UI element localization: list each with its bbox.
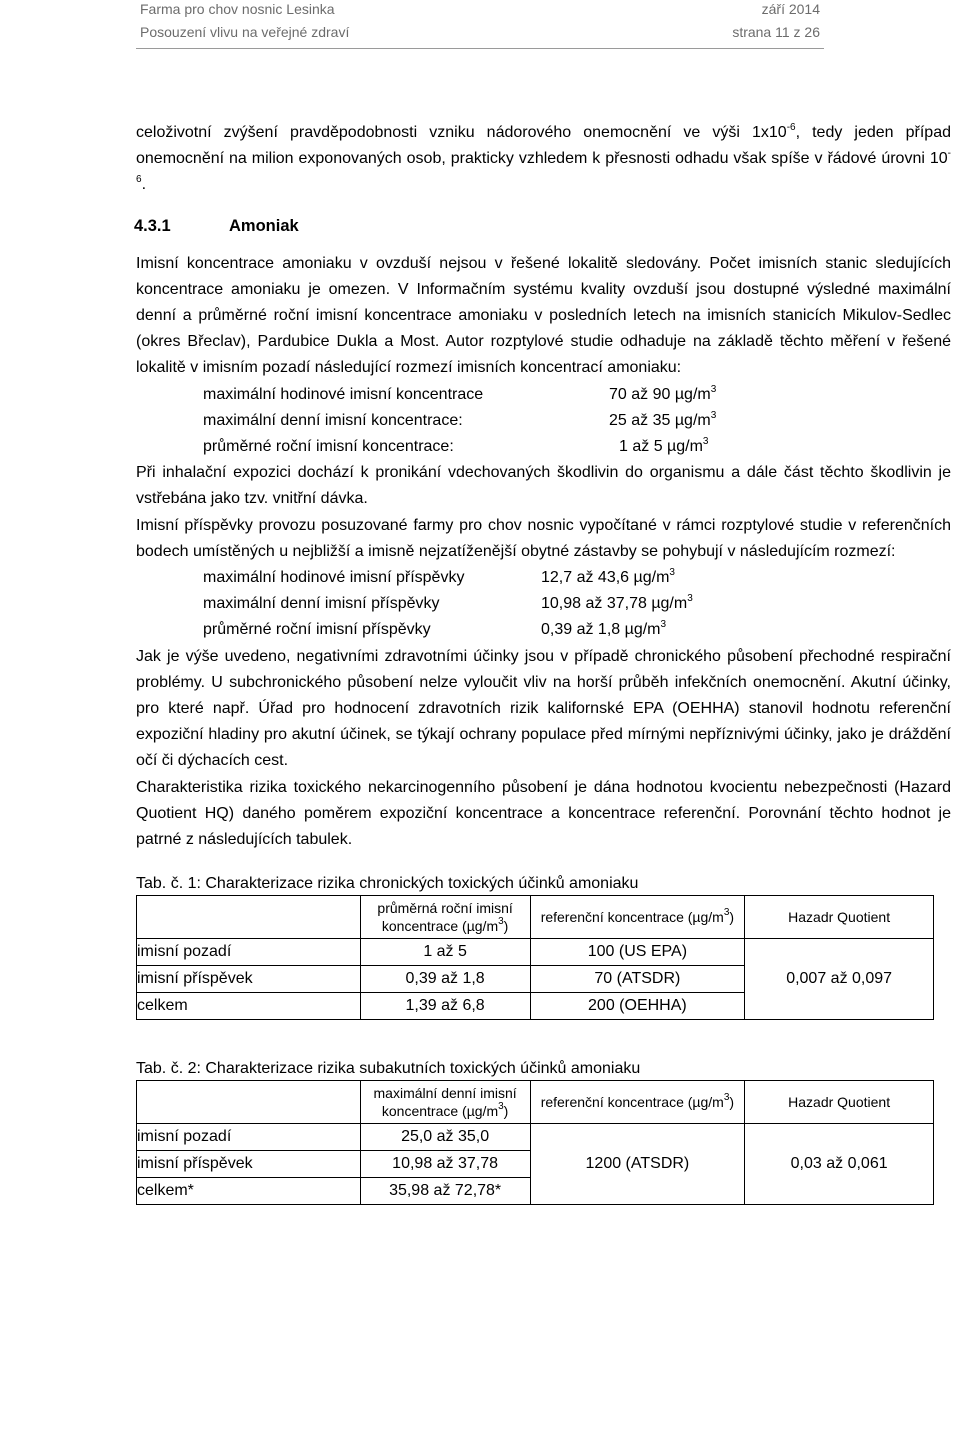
header-text: maximální denní imisní	[373, 1085, 517, 1102]
cell-concentration: 1,39 až 6,8	[360, 993, 530, 1020]
paragraph-risk-characterization: Charakteristika rizika toxického nekarcinogenního působení je dána hodnotou kvocientu nebezpečnosti (Hazard Quotient HQ) daného poměrem expoziční koncentrace a koncentrace referenční. Porovnání těchto hodnot je patrné z následujících tabulek.	[136, 778, 951, 848]
header-exponent: 3	[723, 907, 730, 919]
header-exponent: 3	[498, 916, 504, 928]
table-row	[137, 1124, 934, 1151]
table-1-chronic-risk	[136, 895, 934, 1020]
header-exponent: 3	[498, 1101, 504, 1113]
header-text: koncentrace (µg/m	[381, 1103, 499, 1120]
intro-text-3: .	[141, 176, 147, 194]
header-cell-concentration	[360, 1081, 530, 1124]
cell-concentration: 10,98 až 37,78	[360, 1151, 530, 1178]
background-concentration-list	[203, 382, 951, 461]
header-text: referenční koncentrace (µg/m	[540, 909, 724, 926]
list-item-label: maximální denní imisní koncentrace:	[203, 411, 463, 429]
header-text: )	[503, 918, 509, 935]
header-text: )	[503, 1103, 509, 1120]
cell-concentration: 25,0 až 35,0	[360, 1124, 530, 1151]
header-cell-empty	[137, 1081, 361, 1124]
header-cell-reference	[530, 1081, 745, 1124]
table-1-caption: Tab. č. 1: Charakterizace rizika chronických toxických účinků amoniaku	[136, 875, 639, 893]
header-cell-concentration	[360, 896, 530, 939]
list-item	[203, 617, 951, 643]
cell-reference: 1200 (ATSDR)	[530, 1124, 745, 1205]
page-header-line-2	[140, 23, 820, 41]
header-page-number: strana 11 z 26	[732, 24, 820, 40]
list-item-value: 1 až 5 µg/m	[619, 438, 703, 455]
page-header-line-1	[140, 0, 820, 18]
header-document-title: Farma pro chov nosnic Lesinka	[140, 1, 335, 17]
header-cell-hq: Hazadr Quotient	[745, 1081, 934, 1124]
paragraph-health-effects: Jak je výše uvedeno, negativními zdravotními účinky jsou v případě chronického působení přechodné respirační problémy. U subchronického působení nelze vyloučit vliv na horší průběh infekčních onemocnění. Akutní účinky, pro které např. Úřad pro hodnocení zdravotních rizik kalifornské EPA (OEHHA) stanovil hodnotu referenční expoziční hladiny pro akutní účinek, se týkají ochrany populace před mírnými nepříznivými účinky, jako je dráždění očí či dýchacích cest.	[136, 647, 951, 770]
header-cell-hq: Hazadr Quotient	[745, 896, 934, 939]
list-item-unit-exponent: 3	[669, 567, 675, 578]
cell-reference: 200 (OEHHA)	[530, 993, 745, 1020]
row-label: imisní pozadí	[137, 1124, 361, 1151]
list-item	[203, 382, 951, 408]
contribution-list	[203, 565, 951, 644]
header-text: )	[729, 1094, 735, 1111]
row-label: celkem*	[137, 1178, 361, 1205]
section-number: 4.3.1	[134, 216, 171, 235]
cell-reference: 100 (US EPA)	[530, 939, 745, 966]
section-title: Amoniak	[229, 216, 299, 235]
list-item-value: 0,39 až 1,8 µg/m	[541, 621, 661, 639]
list-item-value: 70 až 90 µg/m	[609, 385, 711, 403]
list-item-unit-exponent: 3	[660, 619, 667, 631]
header-text: referenční koncentrace (µg/m	[540, 1094, 724, 1111]
list-item-value: 12,7 až 43,6 µg/m	[541, 569, 670, 586]
header-divider	[136, 48, 824, 49]
intro-exponent-2: -6	[136, 148, 951, 186]
list-item	[203, 565, 951, 591]
list-item	[203, 591, 951, 617]
list-item-value: 10,98 až 37,78 µg/m	[541, 595, 688, 613]
list-item-unit-exponent: 3	[710, 383, 717, 395]
header-exponent: 3	[723, 1092, 730, 1104]
document-body	[136, 120, 951, 1205]
cell-hq: 0,03 až 0,061	[745, 1124, 934, 1205]
row-label: imisní pozadí	[137, 939, 361, 966]
list-item-value: 25 až 35 µg/m	[609, 411, 711, 429]
header-text: koncentrace (µg/m	[381, 918, 499, 935]
table-header-row	[137, 1081, 934, 1124]
paragraph-contributions: Imisní příspěvky provozu posuzované farmy pro chov nosnic vypočítané v rámci rozptylové studie v referenčních bodech umístěných u nejbližší a imisně nejzatíženější obytné zástavby se pohybují v následujícím rozmezí:	[136, 516, 951, 560]
table-header-row	[137, 896, 934, 939]
row-label: imisní příspěvek	[137, 966, 361, 993]
list-item-unit-exponent: 3	[702, 436, 709, 447]
cell-reference: 70 (ATSDR)	[530, 966, 745, 993]
table-2-subacute-risk	[136, 1080, 934, 1205]
table-row	[137, 939, 934, 966]
cell-concentration: 35,98 až 72,78*	[360, 1178, 530, 1205]
list-item-label: maximální denní imisní příspěvky	[203, 595, 440, 613]
list-item-label: maximální hodinové imisní příspěvky	[203, 569, 465, 586]
section-heading	[134, 213, 951, 239]
list-item	[203, 408, 951, 434]
header-cell-reference	[530, 896, 745, 939]
row-label: imisní příspěvek	[137, 1151, 361, 1178]
intro-exponent-1: -6	[786, 122, 796, 133]
table-2-caption: Tab. č. 2: Charakterizace rizika subakutních toxických účinků amoniaku	[136, 1060, 641, 1078]
list-item-label: průměrné roční imisní koncentrace:	[203, 438, 454, 455]
header-text: průměrná roční imisní	[377, 900, 513, 917]
paragraph-inhalation: Při inhalační expozici dochází k pronikání vdechovaných škodlivin do organismu a dále část těchto škodlivin je vstřebána jako tzv. vnitřní dávka.	[136, 464, 951, 508]
list-item	[203, 434, 951, 460]
intro-text-2: , tedy jeden případ onemocnění na milion exponovaných osob, prakticky vzhledem k přesnosti odhadu však spíše v řádové úrovni 10	[136, 124, 952, 168]
header-text: )	[729, 909, 735, 926]
intro-text-1: celoživotní zvýšení pravděpodobnosti vzniku nádorového onemocnění ve výši 1x10	[136, 124, 787, 141]
header-date: září 2014	[761, 1, 820, 17]
header-document-subtitle: Posouzení vlivu na veřejné zdraví	[140, 24, 350, 40]
list-item-label: maximální hodinové imisní koncentrace	[203, 385, 484, 403]
cell-hq: 0,007 až 0,097	[745, 939, 934, 1020]
intro-paragraph	[136, 120, 951, 199]
list-item-unit-exponent: 3	[687, 593, 693, 605]
list-item-label: průměrné roční imisní příspěvky	[203, 621, 431, 639]
cell-concentration: 0,39 až 1,8	[360, 966, 530, 993]
row-label: celkem	[137, 993, 361, 1020]
header-cell-empty	[137, 896, 361, 939]
paragraph-background: Imisní koncentrace amoniaku v ovzduší nejsou v řešené lokalitě sledovány. Počet imisních stanic sledujících koncentrace amoniaku je omezen. V Informačním systému kvality ovzduší jsou dostupné výsledné maximální denní a průměrné roční imisní koncentrace amoniaku v posledních letech na imisních stanicích Mikulov-Sedlec (okres Břeclav), Pardubice Dukla a Most. Autor rozptylové studie odhaduje na základě těchto měření v řešené lokalitě v imisním pozadí následující rozmezí imisních koncentrací amoniaku:	[136, 254, 951, 377]
list-item-unit-exponent: 3	[710, 409, 717, 421]
cell-concentration: 1 až 5	[360, 939, 530, 966]
